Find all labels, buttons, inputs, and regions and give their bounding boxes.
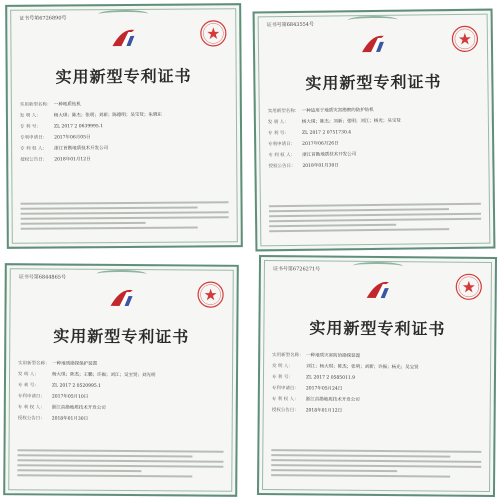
- field-value: ZL 2017 2 0520995.1: [51, 383, 102, 389]
- patent-office-emblem-icon: [108, 26, 138, 50]
- field-row: [20, 134, 226, 141]
- field-value: 2017年06月05日: [54, 135, 91, 141]
- patent-office-emblem-icon: [358, 32, 388, 56]
- field-row: [272, 397, 480, 405]
- field-label: 发 明 人：: [267, 120, 289, 126]
- field-row: [268, 107, 478, 116]
- field-row: [268, 151, 478, 160]
- field-value: ZL 2017 2 0639995.1: [53, 124, 104, 130]
- field-label: 专 利 权 人：: [20, 146, 47, 152]
- certificate-body-text: [17, 446, 223, 480]
- field-value: 2018年01月30日: [302, 163, 339, 169]
- field-label: 实用新型名称：: [267, 108, 300, 115]
- certificate-fields: [268, 107, 479, 176]
- field-label: 专利申请日：: [20, 135, 48, 141]
- patent-certificate-3: [3, 263, 239, 497]
- field-row: [272, 408, 480, 416]
- field-row: [18, 405, 222, 412]
- field-label: 专利申请日：: [271, 386, 299, 392]
- field-value: 杨大琪；陈杰；王鹏；许振；刘江；吴宝贤；刘光明: [52, 372, 156, 379]
- field-row: [18, 383, 222, 390]
- certificate-title: 实用新型专利证书: [53, 326, 190, 347]
- certificate-fields: [18, 361, 222, 428]
- field-value: 一种地质钻机: [53, 102, 81, 108]
- field-label: 发 明 人：: [18, 372, 39, 378]
- red-seal-icon: [199, 19, 227, 47]
- patent-office-emblem-icon: [363, 278, 393, 302]
- field-label: 专利申请日：: [17, 394, 45, 400]
- field-value: 2017年05月24日: [305, 386, 343, 392]
- field-value: 2018年01月30日: [51, 416, 89, 422]
- patent-certificate-2: [253, 9, 496, 252]
- field-row: [272, 353, 480, 361]
- field-row: [20, 156, 226, 163]
- field-label: 授权公告日：: [271, 408, 299, 414]
- field-value: 浙江首勘地质技术开发公司: [305, 397, 360, 403]
- patent-certificate-4: [257, 255, 497, 497]
- certificate-title: 实用新型专利证书: [309, 318, 446, 339]
- field-value: 浙江首勘地质技术开发公司: [51, 405, 106, 411]
- patent-certificate-1: [5, 3, 243, 249]
- field-row: [18, 394, 222, 401]
- field-label: 专 利 权 人：: [17, 405, 45, 411]
- certificate-body-text: [269, 200, 481, 236]
- ornament: [353, 262, 403, 270]
- certificate-number: 证书号第6726890号: [19, 15, 67, 22]
- field-label: 实用新型名称：: [19, 102, 52, 108]
- field-label: 实用新型名称：: [18, 361, 50, 367]
- certificate-fields: [20, 101, 226, 168]
- patent-office-emblem-icon: [106, 286, 136, 310]
- field-label: 专 利 号：: [271, 375, 293, 381]
- red-seal-icon: [197, 281, 225, 309]
- field-label: 发 明 人：: [19, 113, 41, 119]
- ornament: [97, 270, 147, 278]
- field-value: 2017年06月26日: [302, 141, 339, 147]
- field-row: [272, 375, 480, 383]
- field-label: 授权公告日：: [17, 416, 45, 422]
- certificate-fields: [272, 353, 481, 421]
- field-label: 专 利 权 人：: [271, 397, 299, 403]
- field-label: 专利申请日：: [268, 141, 296, 148]
- certificate-body-text: [21, 198, 229, 232]
- certificate-title: 实用新型专利证书: [305, 72, 442, 93]
- field-label: 专 利 号：: [268, 131, 289, 137]
- field-value: ZL 2017 2 0751730.4: [302, 130, 352, 136]
- field-row: [18, 416, 222, 423]
- certificate-number: 证书号第6843554号: [266, 21, 315, 29]
- field-value: 浙江首勘地质技术开发公司: [302, 152, 357, 158]
- field-row: [272, 386, 480, 394]
- field-row: [272, 364, 480, 372]
- ornament: [98, 10, 148, 18]
- field-value: 一种地质勘探保护装置: [52, 361, 98, 367]
- field-label: 授权公告日：: [20, 157, 48, 163]
- field-label: 授权公告日：: [268, 163, 296, 170]
- ornament: [348, 16, 398, 25]
- field-row: [18, 372, 222, 379]
- field-label: 专 利 号：: [19, 124, 41, 130]
- field-row: [268, 129, 478, 138]
- red-seal-icon: [451, 25, 479, 53]
- field-row: [268, 140, 478, 149]
- field-row: [20, 101, 226, 108]
- certificate-title: 实用新型专利证书: [55, 66, 192, 87]
- field-value: 浙江首勘地质技术开发公司: [54, 146, 109, 152]
- certificate-body-text: [271, 446, 481, 481]
- field-row: [20, 123, 226, 130]
- field-value: 杨大琪；陈杰；张明；刘新；陈德明；吴宝贤；朱晓东: [53, 112, 162, 119]
- field-label: 专 利 权 人：: [268, 152, 296, 159]
- field-value: ZL 2017 2 0585011.9: [305, 375, 356, 381]
- red-seal-icon: [455, 273, 483, 301]
- field-label: 实用新型名称：: [272, 353, 304, 359]
- field-row: [18, 361, 222, 368]
- field-value: 一种地质灾害防治勘探装置: [306, 353, 361, 359]
- field-value: 2018年01月12日: [305, 408, 343, 414]
- field-row: [20, 145, 226, 152]
- field-row: [20, 112, 226, 119]
- field-value: 刘江；杨大琪；陈杰；张明；刘新；许振；杨光；吴宝贤: [306, 364, 419, 371]
- field-value: 一种适用于地质灾害勘察的防护钻机: [301, 108, 374, 114]
- certificate-number: 证书号第6726271号: [272, 266, 321, 273]
- certificate-number: 证书号第6844865号: [18, 274, 67, 281]
- field-row: [268, 162, 478, 171]
- field-value: 杨大琪；陈杰；刘新；张明；刘江；杨光；吴宝贤: [301, 118, 401, 125]
- field-label: 发 明 人：: [272, 364, 293, 370]
- field-label: 专 利 号：: [17, 383, 39, 389]
- field-value: 2017年05月10日: [51, 394, 89, 400]
- field-value: 2018年01月12日: [54, 157, 91, 163]
- field-row: [268, 118, 478, 127]
